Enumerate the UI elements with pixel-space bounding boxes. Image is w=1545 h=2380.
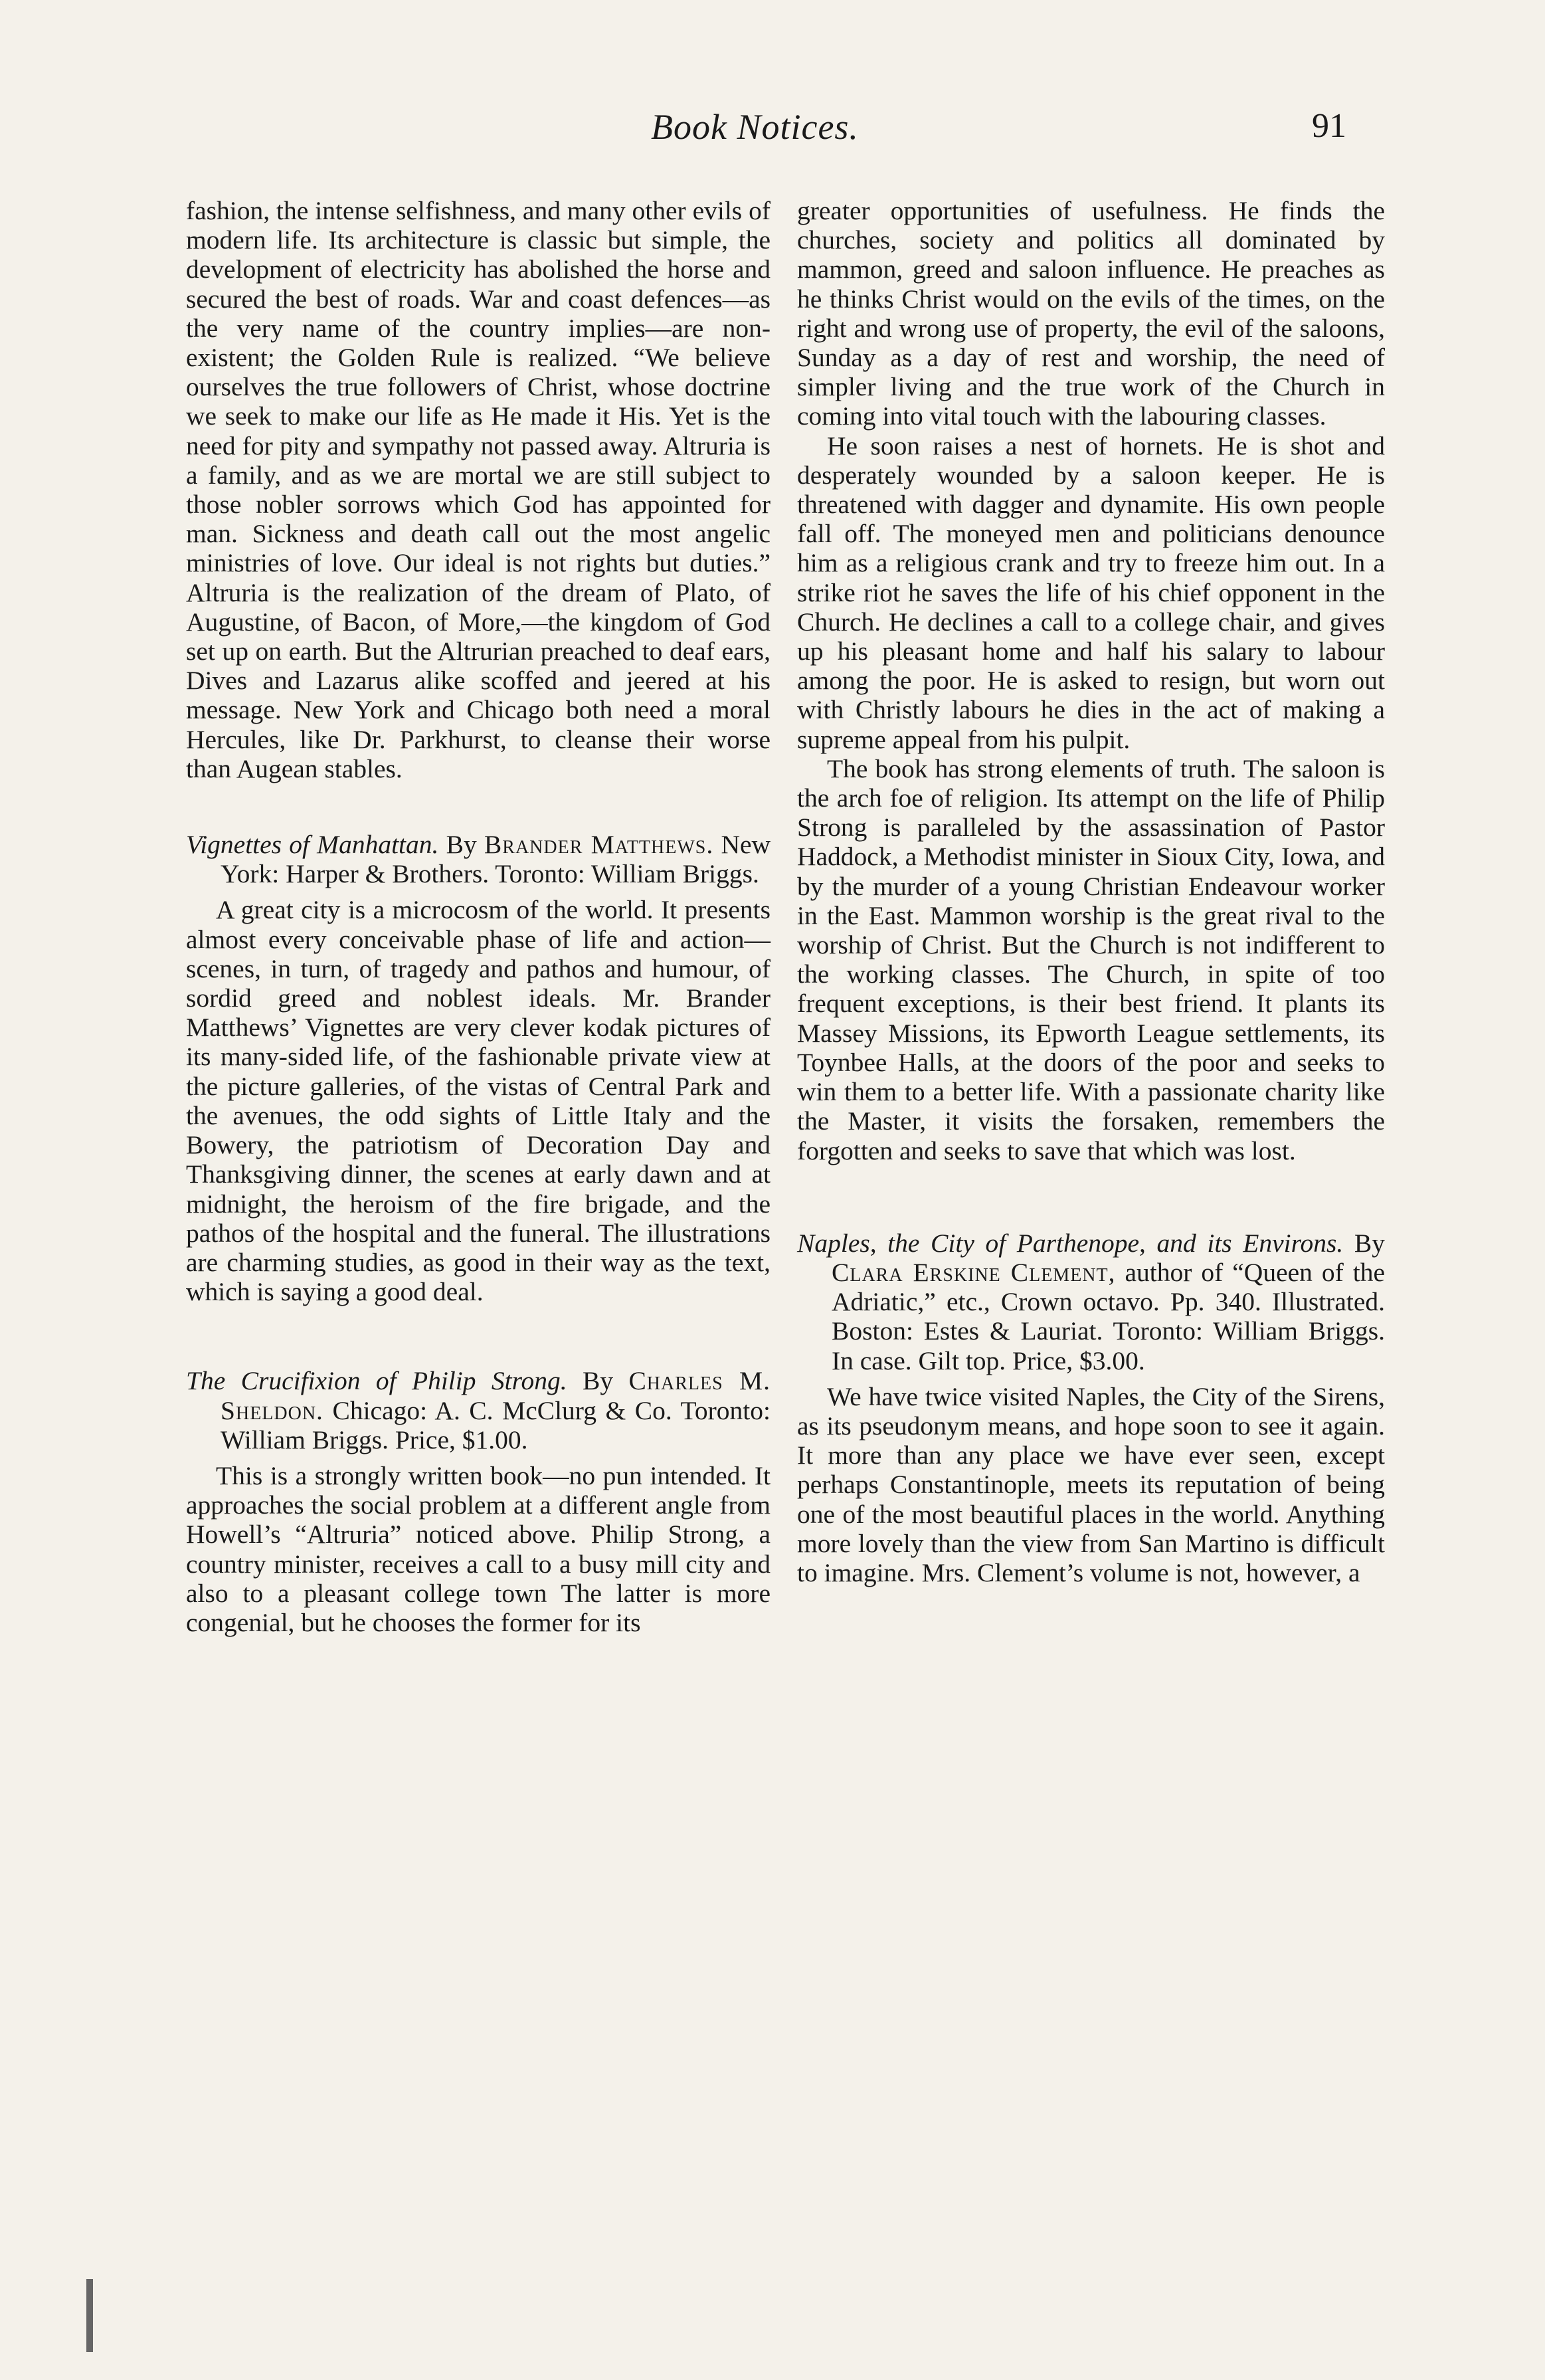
spacer [797, 1165, 1385, 1229]
notice-heading-vignettes [186, 830, 771, 888]
book-publisher: New York: Harper & Brothers. Toronto: William Briggs. [221, 830, 771, 889]
right-column [797, 196, 1385, 1587]
book-title: Naples, the City of Parthenope, and its Environs. [797, 1228, 1344, 1258]
philip-strong-paragraph-3: The book has strong elements of truth. The saloon is the arch foe of religion. Its attempt on the life of Philip Strong is paralleled by the assassination of Pastor Haddock, a Methodist minister in Sioux City, Iowa, and by the murder of a young Christian Endeavour worker in the East. Mammon worship is the great rival to the worship of Christ. But the Church is not indifferent to the working classes. The Church, in spite of too frequent exceptions, is their best friend. It plants its Massey Missions, its Epworth League settlements, its Toynbee Halls, at the doors of the poor and seeks to win them to a better life. With a passionate charity like the Master, it visits the forsaken, remembers the forgotten and seeks to save that which was lost. [797, 753, 1385, 1165]
book-author: Brander Matthews. [484, 830, 714, 860]
running-head-title: Book Notices. [651, 107, 859, 147]
notice-body-philip-strong: This is a strongly written book—no pun intended. It approaches the social problem at a different angle from Howell’s “Altruria” noticed above. Philip Strong, a country minister, receives a call to a busy mill city and also to a pleasant college town The latter is more congenial, but he chooses the former for its [186, 1460, 771, 1637]
notice-heading-philip-strong [186, 1366, 771, 1454]
by-label: By [1354, 1228, 1385, 1258]
notice-heading-naples [797, 1229, 1385, 1375]
spacer [186, 783, 771, 830]
book-publisher: Chicago: A. C. McClurg & Co. Toronto: William Briggs. Price, $1.00. [221, 1395, 771, 1454]
philip-strong-paragraph-1: greater opportunities of usefulness. He finds the churches, society and politics all dominated by mammon, greed and saloon influence. He preaches as he thinks Christ would on the evils of the times, on the right and wrong use of property, the evil of the saloons, Sunday as a day of rest and worship, the need of simpler living and the true work of the Church in coming into vital touch with the labouring classes. [797, 196, 1385, 431]
altruria-review-continuation: fashion, the intense selfishness, and many other evils of modern life. Its architecture is classic but simple, the development of electricity has abolished the horse and secured the best of roads. War and coast defences—as the very name of the country implies—are non-existent; the Golden Rule is realized. “We believe ourselves the true followers of Christ, whose doctrine we seek to make our life as He made it His. Yet is the need for pity and sympathy not passed away. Altruria is a family, and as we are mortal we are still subject to those nobler sorrows which God has appointed for man. Sickness and death call out the most angelic ministries of love. Our ideal is not rights but duties.” Altruria is the realization of the dream of Plato, of Augustine, of Bacon, of More,—the kingdom of God set up on earth. But the Altrurian preached to deaf ears, Dives and Lazarus alike scoffed and jeered at his message. New York and Chicago both need a moral Hercules, like Dr. Parkhurst, to cleanse their worse than Augean stables. [186, 196, 771, 783]
left-column [186, 196, 771, 1637]
by-label: By [446, 830, 477, 860]
book-author: Charles M. Sheldon. [221, 1366, 771, 1425]
running-head [0, 106, 1545, 159]
page-number: 91 [1312, 107, 1346, 145]
spacer [186, 1306, 771, 1366]
book-author: Clara Erskine Clement, [832, 1257, 1116, 1287]
philip-strong-paragraph-2: He soon raises a nest of hornets. He is shot and desperately wounded by a saloon keeper. He is threatened with dagger and dynamite. His own people fall off. The moneyed men and politicians denounce him as a religious crank and try to freeze him out. In a strike riot he saves the life of his chief opponent in the Church. He declines a call to a college chair, and gives up his pleasant home and half his salary to labour among the poor. He is asked to resign, but worn out with Christly labours he dies in the act of making a supreme appeal from his pulpit. [797, 431, 1385, 754]
book-title: The Crucifixion of Philip Strong. [186, 1366, 567, 1396]
notice-body-naples: We have twice visited Naples, the City of the Sirens, as its pseudonym means, and hope soon to see it again. It more than any place we have ever seen, except perhaps Constantinople, meets its reputation of being one of the most beautiful places in the world. Anything more lovely than the view from San Martino is difficult to imagine. Mrs. Clement’s volume is not, however, a [797, 1381, 1385, 1587]
notice-body-vignettes: A great city is a microcosm of the world. It presents almost every conceivable phase of life and action—scenes, in turn, of tragedy and pathos and humour, of sordid greed and noblest ideals. Mr. Brander Matthews’ Vignettes are very clever kodak pictures of its many-sided life, of the fashionable private view at the picture galleries, of the vistas of Central Park and the avenues, the odd sights of Little Italy and the Bowery, the patriotism of Decoration Day and Thanksgiving dinner, the scenes at early dawn and at midnight, the heroism of the fire brigade, and the pathos of the hospital and the funeral. The illustrations are charming studies, as good in their way as the text, which is saying a good deal. [186, 895, 771, 1307]
book-title: Vignettes of Manhattan. [186, 830, 439, 860]
binding-edge-mark [86, 2279, 93, 2352]
book-publisher: author of “Queen of the Adriatic,” etc., Crown octavo. Pp. 340. Illustrated. Boston: Estes & Lauriat. Toronto: William Briggs. In case. Gilt top. Price, $3.00. [832, 1257, 1385, 1375]
by-label: By [582, 1366, 614, 1396]
